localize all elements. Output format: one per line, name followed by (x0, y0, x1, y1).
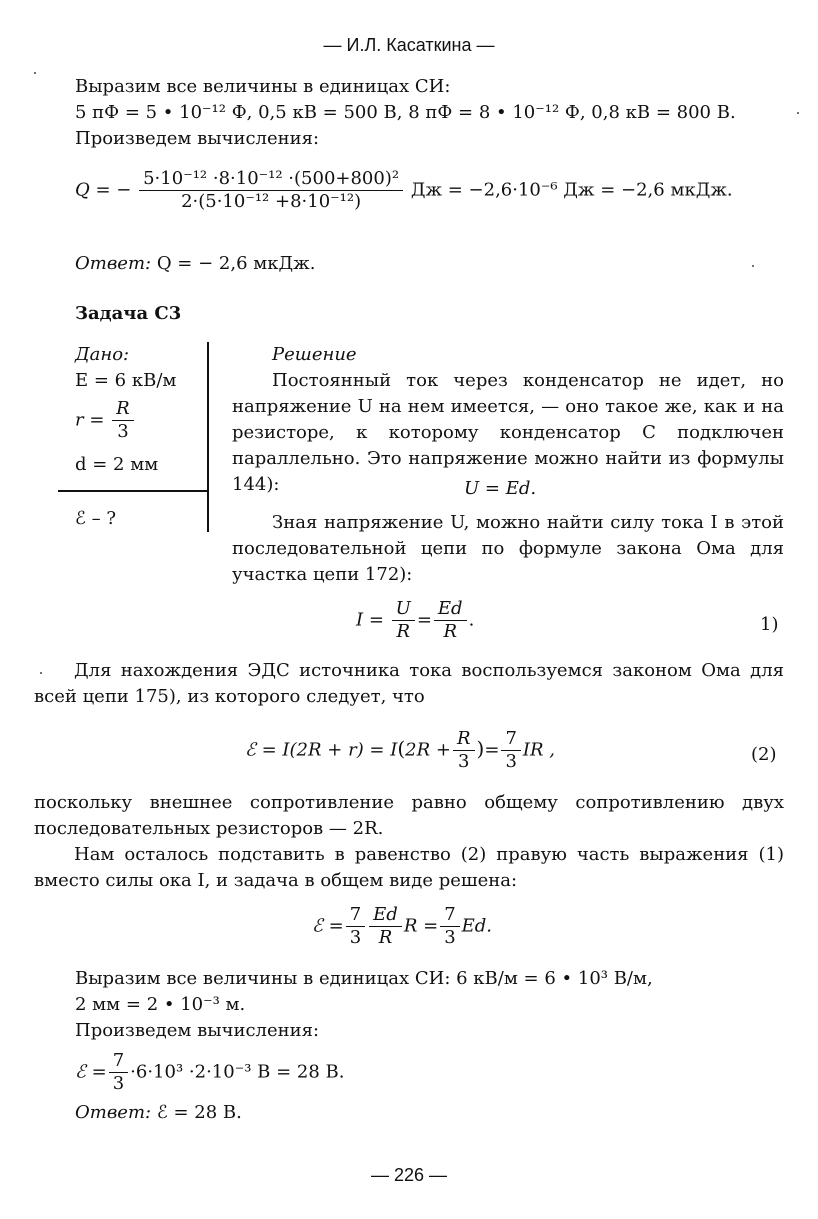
si-line-1: Выразим все величины в единицах СИ: 6 кВ/м = 6 • 10³ В/м, (75, 968, 653, 989)
calc-label: Произведем вычисления: (75, 1020, 320, 1041)
given-r-fraction (112, 398, 134, 443)
eq-4-den: 3 (112, 1073, 125, 1094)
given-label: Дано: (75, 344, 130, 365)
formula-q-numerator: 5·10⁻¹² ·8·10⁻¹² ·(500+800)² (139, 168, 403, 191)
eq-3-d1: 3 (349, 927, 362, 948)
given-divider-vertical (207, 342, 209, 532)
eq-1-n1: U (392, 598, 415, 621)
solution-para-3: Для нахождения ЭДС источника тока воспользуемся законом Ома для всей цепи 175), из которого следует, что (34, 660, 784, 707)
solution-para-4: поскольку внешнее сопротивление равно общему сопротивлению двух последовательных резисторов — 2R. (34, 792, 784, 839)
formula-q-fraction (139, 168, 403, 213)
eq-4-rhs: ·6·10³ ·2·10⁻³ В = 28 В. (130, 1061, 345, 1083)
given-divider-horizontal (58, 490, 207, 492)
eq-2-part-d: IR , (522, 739, 556, 761)
answer-2-value: ℰ = 28 В. (156, 1102, 242, 1123)
solution-para-2: Зная напряжение U, можно найти силу тока I в этой последовательной цепи по формуле закона Ома для участка цепи 172): (232, 512, 784, 585)
running-header: — И.Л. Касаткина — (323, 35, 495, 55)
formula-q-rhs: Дж = −2,6·10⁻⁶ Дж = −2,6 мкДж. (410, 179, 733, 201)
eq-1: I = $\frac{U}{R}$ = $\frac{Ed}{R}$ . (356, 598, 475, 642)
eq-4 (75, 1050, 344, 1095)
si-line-2: 2 мм = 2 • 10⁻³ м. (75, 994, 246, 1015)
eq-3-mid: R = (403, 915, 439, 937)
eq-1-d1: R (396, 621, 411, 642)
eq-2-frac-num: R (453, 728, 475, 751)
given-d: d = 2 мм (75, 454, 159, 475)
solution-label: Решение (272, 344, 357, 365)
eq-4-lhs: ℰ = (75, 1061, 107, 1083)
si-conversion-line: 5 пФ = 5 • 10⁻¹² Ф, 0,5 кВ = 500 В, 8 пФ = 8 • 10⁻¹² Ф, 0,8 кВ = 800 В. (75, 102, 736, 123)
eq-1-d2: R (443, 621, 458, 642)
eq-2-number: (2) (751, 744, 777, 765)
formula-q (75, 168, 733, 213)
scan-speck (752, 265, 754, 267)
eq-1-n2: Ed (434, 598, 467, 621)
formula-q-lhs: Q = − (75, 179, 132, 201)
eq-3-n2: Ed (369, 904, 402, 927)
eq-3-d3: 3 (444, 927, 456, 948)
scan-speck (40, 672, 42, 674)
eq-2-part-b: 2R + (405, 739, 451, 761)
eq-3-lhs: ℰ = (312, 915, 344, 937)
find-emf: ℰ – ? (75, 508, 116, 529)
si-intro-line: Выразим все величины в единицах СИ: (75, 76, 451, 97)
formula-q-denominator: 2·(5·10⁻¹² +8·10⁻¹²) (181, 191, 362, 212)
answer-1-label: Ответ: (75, 253, 152, 274)
given-r-lhs: r = (75, 409, 105, 431)
solution-para-1: Постоянный ток через конденсатор не идет, но напряжение U на нем имеется, — оно такое же, как и на резисторе, к которому конденсатор C подключен параллельно. Это напряжение можно найти из формулы 144): (232, 370, 784, 495)
eq-1-lhs: I = (356, 609, 384, 631)
given-r-den: 3 (117, 421, 129, 442)
page-number: — 226 — (370, 1165, 448, 1185)
answer-1-value: Q = − 2,6 мкДж. (156, 253, 316, 274)
answer-1 (75, 251, 315, 277)
eq-u: U = Ed. (464, 478, 537, 499)
eq-3 (312, 904, 492, 949)
eq-2-c-num: 7 (501, 728, 520, 751)
eq-2-part-a: ℰ = I(2R + r) = I (245, 739, 398, 761)
eq-3-end: Ed. (461, 915, 493, 937)
given-r-num: R (112, 398, 134, 421)
eq-3-n1: 7 (346, 904, 365, 927)
given-e: E = 6 кВ/м (75, 370, 177, 391)
task-title: Задача С3 (75, 303, 182, 324)
eq-2-c-den: 3 (505, 751, 517, 772)
eq-3-d2: R (378, 927, 393, 948)
scan-speck (797, 112, 799, 114)
eq-2: ℰ = I(2R + r) = I(2R + $\frac{R}{3}$ )= $\frac{7}{3}$ IR , (245, 728, 556, 772)
given-r (75, 398, 136, 443)
answer-2 (75, 1100, 242, 1126)
eq-4-num: 7 (109, 1050, 128, 1073)
solution-para-5: Нам осталось подставить в равенство (2) правую часть выражения (1) вместо силы ока I, и задача в общем виде решена: (34, 844, 784, 891)
calc-intro-line: Произведем вычисления: (75, 128, 320, 149)
eq-2-frac-den: 3 (458, 751, 470, 772)
scan-speck (34, 72, 36, 74)
eq-1-number: 1) (760, 614, 779, 635)
eq-3-n3: 7 (440, 904, 459, 927)
answer-2-label: Ответ: (75, 1102, 152, 1123)
